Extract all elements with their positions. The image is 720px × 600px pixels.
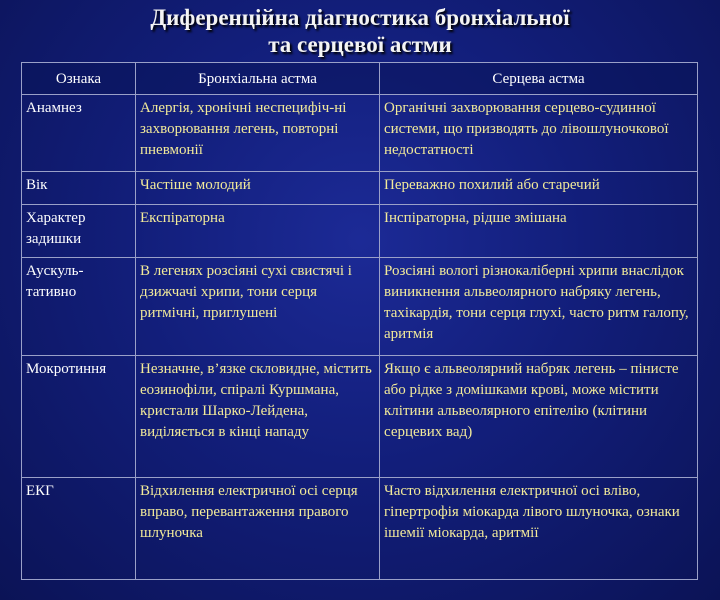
row-bronchial-cell: Алергія, хронічні неспецифіч-ні захворювання легень, повторні пневмонії bbox=[136, 95, 380, 172]
slide-title bbox=[0, 0, 720, 58]
table-row bbox=[22, 478, 698, 580]
table-row bbox=[22, 95, 698, 172]
row-cardiac-cell: Інспіраторна, рідше змішана bbox=[380, 205, 698, 258]
table-row bbox=[22, 356, 698, 478]
table-header-row bbox=[22, 63, 698, 95]
row-bronchial-cell: Відхилення електричної осі серця вправо, перевантаження правого шлуночка bbox=[136, 478, 380, 580]
header-sign: Ознака bbox=[22, 63, 136, 95]
row-cardiac-cell: Якщо є альвеолярний набряк легень – пінисте або рідке з домішками крові, може містити клітини альвеолярного епітелію (клітини серцевих вад) bbox=[380, 356, 698, 478]
header-bronchial-asthma: Бронхіальна астма bbox=[136, 63, 380, 95]
table-row bbox=[22, 258, 698, 356]
row-bronchial-cell: Експіраторна bbox=[136, 205, 380, 258]
row-bronchial-cell: Частіше молодий bbox=[136, 172, 380, 205]
title-line-2: та серцевої астми bbox=[268, 32, 452, 57]
comparison-table bbox=[21, 62, 698, 580]
row-sign: Характер задишки bbox=[22, 205, 136, 258]
row-bronchial-cell: В легенях розсіяні сухі свистячі і дзижчачі хрипи, тони серця ритмічні, приглушені bbox=[136, 258, 380, 356]
row-cardiac-cell: Органічні захворювання серцево-судинної системи, що призводять до лівошлуночкової недостатності bbox=[380, 95, 698, 172]
row-sign: Мокротиння bbox=[22, 356, 136, 478]
row-cardiac-cell: Переважно похилий або старечий bbox=[380, 172, 698, 205]
row-bronchial-cell: Незначне, в’язке скловидне, містить еозинофіли, спіралі Куршмана, кристали Шарко-Лейдена, виділяється в кінці нападу bbox=[136, 356, 380, 478]
row-sign: ЕКГ bbox=[22, 478, 136, 580]
header-cardiac-asthma: Серцева астма bbox=[380, 63, 698, 95]
table-row bbox=[22, 205, 698, 258]
title-line-1: Диференційна діагностика бронхіальної bbox=[150, 5, 570, 30]
row-cardiac-cell: Часто відхилення електричної осі вліво, гіпертрофія міокарда лівого шлуночка, ознаки ішемії міокарда, аритмії bbox=[380, 478, 698, 580]
row-sign: Вік bbox=[22, 172, 136, 205]
table-row bbox=[22, 172, 698, 205]
row-sign: Аускуль-тативно bbox=[22, 258, 136, 356]
row-sign: Анамнез bbox=[22, 95, 136, 172]
row-cardiac-cell: Розсіяні вологі різнокаліберні хрипи внаслідок виникнення альвеолярного набряку легень, тахікардія, тони серця глухі, часто ритм галопу, аритмія bbox=[380, 258, 698, 356]
